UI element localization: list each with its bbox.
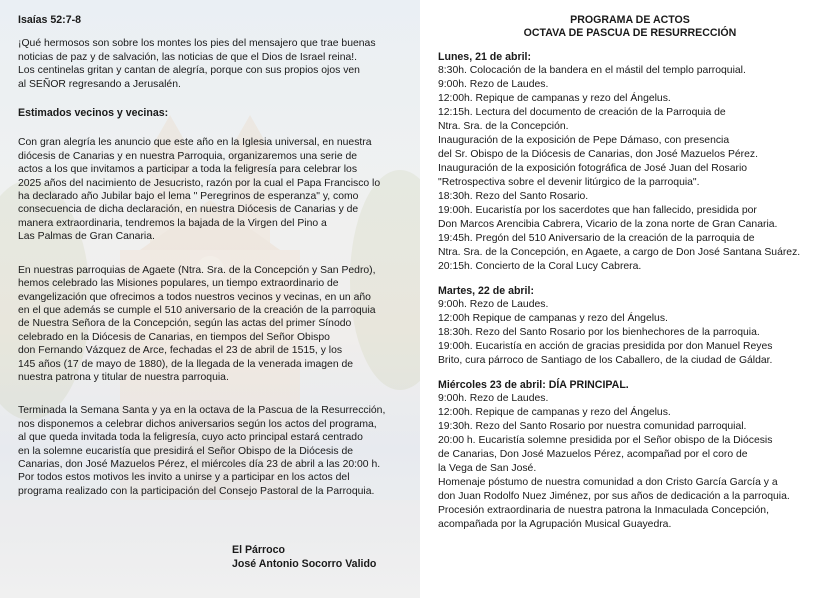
day-heading: Lunes, 21 de abril: xyxy=(438,51,532,63)
signature-title: El Párroco xyxy=(232,544,285,556)
schedule-line: 12:15h. Lectura del documento de creación de la Parroquia de xyxy=(438,107,726,118)
schedule-line: 18:30h. Rezo del Santo Rosario. xyxy=(438,191,589,202)
paragraph-line: 145 años (17 de mayo de 1880), de la llegada de la venerada imagen de xyxy=(18,358,354,370)
schedule-line: Brito, cura párroco de Santiago de los Caballero, de la ciudad de Gáldar. xyxy=(438,355,773,366)
paragraph-line: ha declarado año Jubilar bajo el lema " Peregrinos de esperanza" y, como xyxy=(18,191,359,203)
schedule-line: don Juan Rodolfo Nuez Jiménez, por sus años de dedicación a la parroquia. xyxy=(438,491,790,502)
signature-block xyxy=(232,543,376,571)
paragraph-line: celebrado en la Diócesis de Canarias, en tiempos del Señor Obispo xyxy=(18,331,330,343)
schedule-line: Homenaje póstumo de nuestra comunidad a don Cristo García García y a xyxy=(438,477,778,488)
paragraph-line: de Nuestra Señora de la Concepción, según las actas del primer Sínodo xyxy=(18,318,352,330)
verse-reference: Isaías 52:7-8 xyxy=(18,14,82,26)
program-subtitle-line: OCTAVA DE PASCUA DE RESURRECCIÓN xyxy=(523,27,737,40)
program-title xyxy=(430,14,830,41)
verse-line: noticias de paz y de salvación, las noticias de que el Dios de Israel reina!. xyxy=(18,51,358,63)
schedule-line: del Sr. Obispo de la Diócesis de Canarias, don José Mazuelos Pérez. xyxy=(438,149,758,160)
schedule xyxy=(438,50,828,542)
schedule-line: Inauguración de la exposición de Pepe Dámaso, con presencia xyxy=(438,135,730,146)
schedule-line: 8:30h. Colocación de la bandera en el mástil del templo parroquial. xyxy=(438,65,746,76)
paragraph-line: Terminada la Semana Santa y ya en la octava de la Pascua de la Resurrección, xyxy=(18,405,386,417)
schedule-line: de Canarias, Don José Mazuelos Pérez, acompañad por el coro de xyxy=(438,449,748,460)
schedule-line: la Vega de San José. xyxy=(438,463,537,474)
day-heading: Martes, 22 de abril: xyxy=(438,285,534,297)
day-block xyxy=(438,378,828,532)
schedule-line: 9:00h. Rezo de Laudes. xyxy=(438,299,549,310)
paragraph-line: diócesis de Canarias y en nuestra Parroquia, organizaremos una serie de xyxy=(18,150,358,162)
schedule-line: 19:00h. Eucaristía en acción de gracias presidida por don Manuel Reyes xyxy=(438,341,773,352)
schedule-line: 12:00h Repique de campanas y rezo del Ángelus. xyxy=(438,313,668,324)
paragraph-line: programa realizado con la participación del Consejo Pastoral de la Parroquia. xyxy=(18,485,375,497)
verse-line: ¡Qué hermosos son sobre los montes los pies del mensajero que trae buenas xyxy=(18,38,376,50)
schedule-line: Don Marcos Arencibia Cabrera, Vicario de la zona norte de Gran Canaria. xyxy=(438,219,778,230)
day-block xyxy=(438,284,828,368)
paragraph-line: don Fernando Vázquez de Arce, fechadas el 23 de abril de 1515, y los xyxy=(18,345,343,357)
program-panel xyxy=(430,0,830,598)
schedule-line: 9:00h. Rezo de Laudes. xyxy=(438,393,549,404)
paragraph-line: en el que además se cumple el 510 aniversario de la creación de la parroquia xyxy=(18,304,376,316)
letter-body xyxy=(18,14,410,498)
paragraph-line: nos disponemos a celebrar dichos aniversarios según los actos del programa, xyxy=(18,418,377,430)
schedule-line: "Retrospectiva sobre el devenir litúrgico de la parroquia". xyxy=(438,177,700,188)
schedule-line: Inauguración de la exposición fotográfica de José Juan del Rosario xyxy=(438,163,748,174)
paragraph-line: consecuencia de dicha declaración, en nuestra Diócesis de Canarias y de xyxy=(18,204,359,216)
paragraph-line: Canarias, don José Mazuelos Pérez, el miércoles día 23 de abril a las 20:00 h. xyxy=(18,458,381,470)
schedule-line: 12:00h. Repique de campanas y rezo del Ángelus. xyxy=(438,93,671,104)
schedule-line: 9:00h. Rezo de Laudes. xyxy=(438,79,549,90)
schedule-line: Ntra. Sra. de la Concepción, en Agaete, a cargo de Don José Santana Suárez. xyxy=(438,247,801,258)
day-block xyxy=(438,50,828,274)
paragraph-line: En nuestras parroquias de Agaete (Ntra. Sra. de la Concepción y San Pedro), xyxy=(18,264,376,276)
paragraph-line: manera extraordinaria, tendremos la bajada de la Virgen del Pino a xyxy=(18,217,327,229)
day-heading: Miércoles 23 de abril: DÍA PRINCIPAL. xyxy=(438,379,629,391)
program-title-line: PROGRAMA DE ACTOS xyxy=(570,14,690,26)
paragraph-line: en la solemne eucaristía que presidirá el Señor Obispo de la Diócesis de xyxy=(18,445,353,457)
greeting: Estimados vecinos y vecinas: xyxy=(18,107,169,120)
signature-name: José Antonio Socorro Valido xyxy=(232,558,377,570)
schedule-line: Procesión extraordinaria de nuestra patrona la Inmaculada Concepción, xyxy=(438,505,769,516)
paragraph-line: 2025 años del nacimiento de Jesucristo, razón por la cual el Papa Francisco lo xyxy=(18,177,381,189)
paragraph-line: hemos celebrado las Misiones populares, un tiempo extraordinario de xyxy=(18,278,339,290)
schedule-line: 19:00h. Eucaristía por los sacerdotes que han fallecido, presidida por xyxy=(438,205,757,216)
schedule-line: Ntra. Sra. de la Concepción. xyxy=(438,121,569,132)
verse-line: al SEÑOR regresando a Jerusalén. xyxy=(18,78,181,90)
schedule-line: acompañada por la Agrupación Musical Guayedra. xyxy=(438,519,672,530)
schedule-line: 19:30h. Rezo del Santo Rosario por nuestra comunidad parroquial. xyxy=(438,421,747,432)
schedule-line: 12:00h. Repique de campanas y rezo del Ángelus. xyxy=(438,407,671,418)
schedule-line: 20:00 h. Eucaristía solemne presidida por el Señor obispo de la Diócesis xyxy=(438,435,773,446)
paragraph-line: al que queda invitada toda la feligresía, cuyo acto principal estará centrado xyxy=(18,432,363,444)
paragraph-line: evangelización que ofrecimos a todos nuestros vecinos y vecinas, en un año xyxy=(18,291,371,303)
schedule-line: 19:45h. Pregón del 510 Aniversario de la creación de la parroquia de xyxy=(438,233,755,244)
paragraph-line: Por todos estos motivos les invito a unirse y a participar en los actos del xyxy=(18,472,350,484)
paragraph-line: actos a los que invitamos a participar a toda la feligresía para celebrar los xyxy=(18,164,358,176)
schedule-line: 20:15h. Concierto de la Coral Lucy Cabrera. xyxy=(438,261,642,272)
schedule-line: 18:30h. Rezo del Santo Rosario por los bienhechores de la parroquia. xyxy=(438,327,760,338)
paragraph-line: Las Palmas de Gran Canaria. xyxy=(18,231,155,243)
paragraph-line: Con gran alegría les anuncio que este año en la Iglesia universal, en nuestra xyxy=(18,137,372,149)
paragraph-line: nuestra patrona y titular de nuestra parroquia. xyxy=(18,371,229,383)
verse-line: Los centinelas gritan y cantan de alegría, porque con sus propios ojos ven xyxy=(18,65,360,77)
